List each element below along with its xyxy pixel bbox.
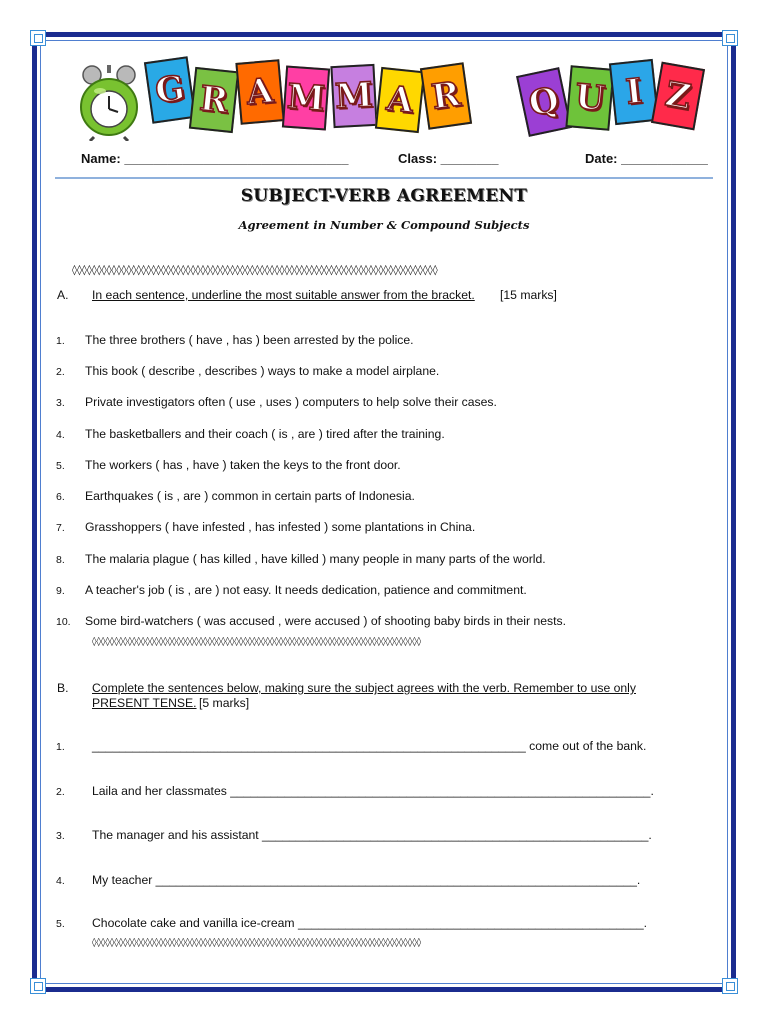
question-number: 9. [56,585,65,597]
banner-letter-tile: R [420,62,472,130]
banner-letter-tile: R [189,67,239,133]
question-text: A teacher's job ( is , are ) not easy. It needs dedication, patience and commitment. [85,583,527,597]
diamond-divider: ◊◊◊◊◊◊◊◊◊◊◊◊◊◊◊◊◊◊◊◊◊◊◊◊◊◊◊◊◊◊◊◊◊◊◊◊◊◊◊◊◊◊◊◊◊◊◊◊◊◊◊◊◊◊◊◊◊◊◊◊◊◊◊◊◊◊◊◊◊◊◊◊◊◊ [72,265,438,276]
banner-letter-tile: A [375,67,425,133]
banner-letter-tile: G [144,56,196,124]
banner-letter-tile: Q [516,67,572,137]
corner-ornament [30,978,46,994]
question-number: 6. [56,491,65,503]
question-text: My teacher _______________________________________________________________________. [92,873,641,887]
grammar-quiz-banner [60,55,720,150]
question-number: 4. [56,429,65,441]
question-number: 10. [56,616,71,628]
question-number: 7. [56,522,65,534]
page-title: SUBJECT-VERB AGREEMENT [240,186,528,206]
question-text: The basketballers and their coach ( is , are ) tired after the training. [85,427,445,441]
banner-letter-tile: M [330,64,377,128]
corner-ornament [722,30,738,46]
student-info-row [0,151,768,171]
question-text: The malaria plague ( has killed , have killed ) many people in many parts of the world. [85,552,546,566]
question-text: ________________________________________________________________ come out of the bank. [92,739,647,753]
question-text: The three brothers ( have , has ) been arrested by the police. [85,333,414,347]
page-subtitle: Agreement in Number & Compound Subjects [238,218,530,232]
header-divider [55,177,713,179]
question-text: Earthquakes ( is , are ) common in certain parts of Indonesia. [85,489,415,503]
corner-ornament [722,978,738,994]
question-number: 5. [56,918,65,930]
question-text: Some bird-watchers ( was accused , were accused ) of shooting baby birds in their nests. [85,614,566,628]
question-number: 3. [56,397,65,409]
page-border-inner [40,40,728,984]
banner-letter-tile: I [609,59,659,125]
banner-letter-tile: U [565,65,614,131]
section-b-instruction-cont: PRESENT TENSE. [92,696,197,710]
question-text: Grasshoppers ( have infested , has infested ) some plantations in China. [85,520,476,534]
question-number: 1. [56,741,65,753]
question-number: 1. [56,335,65,347]
question-number: 5. [56,460,65,472]
section-b-marks: [5 marks] [199,696,250,710]
question-number: 2. [56,366,65,378]
question-number: 3. [56,830,65,842]
diamond-divider: ◊◊◊◊◊◊◊◊◊◊◊◊◊◊◊◊◊◊◊◊◊◊◊◊◊◊◊◊◊◊◊◊◊◊◊◊◊◊◊◊◊◊◊◊◊◊◊◊◊◊◊◊◊◊◊◊◊◊◊◊◊◊◊◊◊◊◊◊◊◊◊◊◊◊ [92,938,422,948]
question-number: 2. [56,786,65,798]
question-text: Private investigators often ( use , uses ) computers to help solve their cases. [85,395,497,409]
banner-letter-tile: A [235,59,284,125]
question-text: This book ( describe , describes ) ways to make a model airplane. [85,364,440,378]
banner-letter-tile: M [282,66,330,131]
banner-letter-tile: Z [651,62,705,131]
section-b-instruction: Complete the sentences below, making sure the subject agrees with the verb. Remember to use only [92,681,636,695]
date-field[interactable]: Date: ____________ [585,151,708,166]
name-field[interactable]: Name: _______________________________ [81,151,349,166]
question-text: The manager and his assistant _________________________________________________________. [92,828,652,842]
diamond-divider: ◊◊◊◊◊◊◊◊◊◊◊◊◊◊◊◊◊◊◊◊◊◊◊◊◊◊◊◊◊◊◊◊◊◊◊◊◊◊◊◊◊◊◊◊◊◊◊◊◊◊◊◊◊◊◊◊◊◊◊◊◊◊◊◊◊◊◊◊◊◊◊◊◊◊ [92,637,422,647]
section-a-letter: A. [57,288,69,302]
alarm-clock-icon [78,63,140,141]
section-a-instruction: In each sentence, underline the most suitable answer from the bracket. [92,288,475,302]
class-field[interactable]: Class: ________ [398,151,499,166]
section-b-letter: B. [57,681,69,695]
section-a-marks: [15 marks] [500,288,557,302]
question-number: 8. [56,554,65,566]
corner-ornament [30,30,46,46]
question-number: 4. [56,875,65,887]
question-text: Chocolate cake and vanilla ice-cream ___________________________________________________. [92,916,648,930]
question-text: Laila and her classmates ______________________________________________________________. [92,784,654,798]
question-text: The workers ( has , have ) taken the keys to the front door. [85,458,401,472]
